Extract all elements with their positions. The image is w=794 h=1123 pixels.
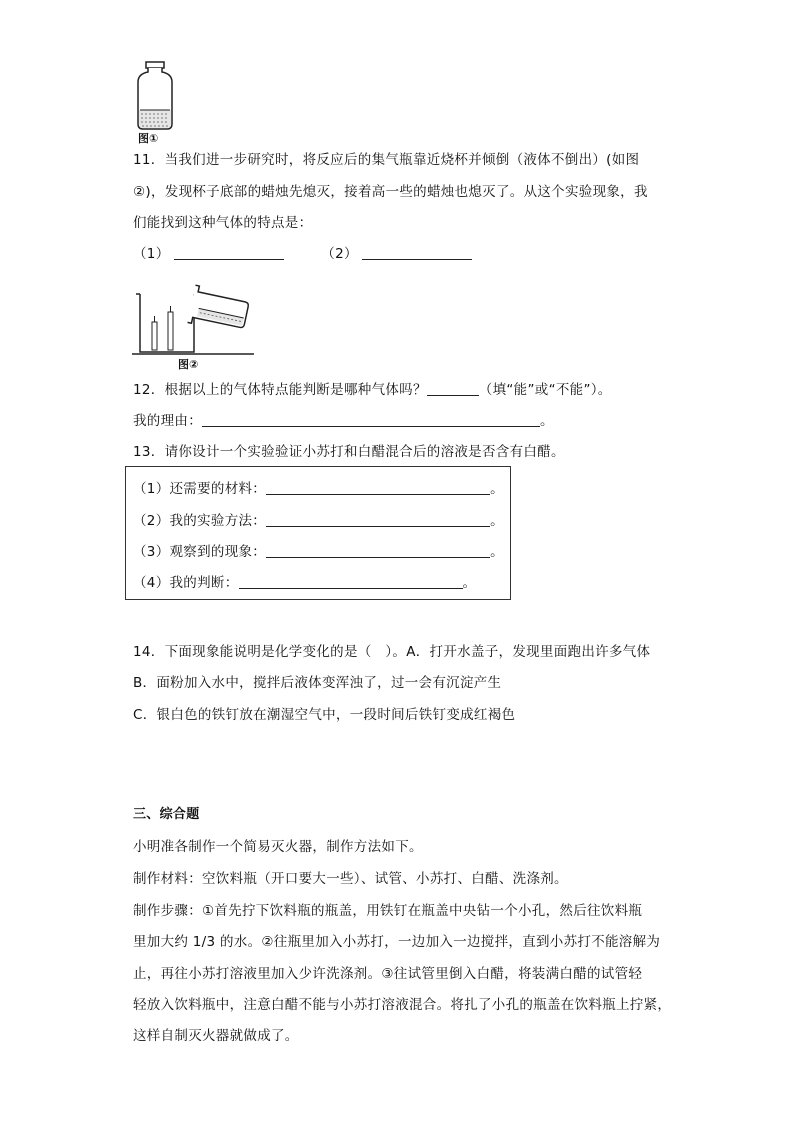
figure-2 <box>132 270 262 370</box>
q13-item-2-end: 。 <box>490 513 504 529</box>
q12-reason-label: 我的理由： <box>133 413 202 429</box>
q13-item-4 <box>133 573 476 593</box>
q11-answer-row <box>133 244 472 264</box>
figure-1 <box>134 60 176 144</box>
section-3-intro: 小明准各制作一个简易灭火器，制作方法如下。 <box>133 839 423 855</box>
q12-reason-row <box>133 411 554 431</box>
q13-item-3-label: （3）观察到的现象： <box>133 544 267 560</box>
q11-blank-2[interactable] <box>362 245 472 260</box>
section-3-steps-line-2: 里加大约 1/3 的水。②往瓶里加入小苏打，一边加入一边搅拌，直到小苏打不能溶解为 <box>133 934 661 950</box>
q11-line-1: 11．当我们进一步研究时，将反应后的集气瓶靠近烧杯并倾倒（液体不倒出）(如图 <box>133 152 640 168</box>
section-3-steps-line-1: 制作步骤：①首先拧下饮料瓶的瓶盖，用铁钉在瓶盖中央钻一个小孔，然后往饮料瓶 <box>133 903 643 919</box>
q12-hint: （填“能”或“不能”）。 <box>478 382 612 398</box>
q13-item-4-blank[interactable] <box>239 574 463 589</box>
figure-1-label: 图① <box>138 132 159 145</box>
q12-blank[interactable] <box>427 381 479 396</box>
q13-item-1-label: （1）还需要的材料： <box>133 481 267 497</box>
q11-blank-1-label: （1） <box>133 246 170 262</box>
q13-item-2-label: （2）我的实验方法： <box>133 513 267 529</box>
q11-blank-2-label: （2） <box>321 246 358 262</box>
q13-item-3-end: 。 <box>490 544 504 560</box>
q13-item-1-blank[interactable] <box>266 480 490 495</box>
q14-option-b: B．面粉加入水中，搅拌后液体变浑浊了，过一会有沉淀产生 <box>133 675 502 691</box>
q13-item-3 <box>133 542 504 562</box>
gas-bottle-illustration <box>134 60 176 132</box>
q13-item-4-label: （4）我的判断： <box>133 575 239 591</box>
q11-line-3: 们能找到这种气体的特点是： <box>133 215 313 231</box>
section-3-title: 三、综合题 <box>133 807 200 822</box>
q12-question: 12．根据以上的气体特点能判断是哪种气体吗？ <box>133 382 427 398</box>
section-3-steps-line-3: 止，再往小苏打溶液里加入少许洗涤剂。③往试管里倒入白醋，将装满白醋的试管轻 <box>133 966 643 982</box>
q13-item-4-end: 。 <box>462 575 477 591</box>
q13-item-1-end: 。 <box>490 481 504 497</box>
beaker-candles-illustration <box>132 270 262 356</box>
q13-item-2 <box>133 511 504 531</box>
figure-2-label: 图② <box>178 358 199 371</box>
q13-item-2-blank[interactable] <box>266 512 490 527</box>
q14-option-c: C．银白色的铁钉放在潮湿空气中，一段时间后铁钉变成红褐色 <box>133 707 516 723</box>
q14-question: 14．下面现象能说明是化学变化的是（ ）。A．打开水盖子，发现里面跑出许多气体 <box>133 644 651 660</box>
q13-item-1 <box>133 479 504 499</box>
q13-item-3-blank[interactable] <box>266 543 490 558</box>
q11-blank-1[interactable] <box>174 245 284 260</box>
q12-reason-blank[interactable] <box>202 412 540 427</box>
section-3-steps-line-4: 轻放入饮料瓶中，注意白醋不能与小苏打溶液混合。将扎了小孔的瓶盖在饮料瓶上拧紧， <box>133 997 672 1013</box>
q11-line-2: ②)，发现杯子底部的蜡烛先熄灭，接着高一些的蜡烛也熄灭了。从这个实验现象，我 <box>133 184 648 200</box>
section-3-materials: 制作材料：空饮料瓶（开口要大一些）、试管、小苏打、白醋、洗涤剂。 <box>133 871 568 887</box>
q13-question: 13．请你设计一个实验验证小苏打和白醋混合后的溶液是否含有白醋。 <box>133 444 565 460</box>
section-3-steps-line-5: 这样自制灭火器就做成了。 <box>133 1028 299 1044</box>
q12-line-1 <box>133 380 612 400</box>
q12-reason-end: 。 <box>540 413 554 429</box>
